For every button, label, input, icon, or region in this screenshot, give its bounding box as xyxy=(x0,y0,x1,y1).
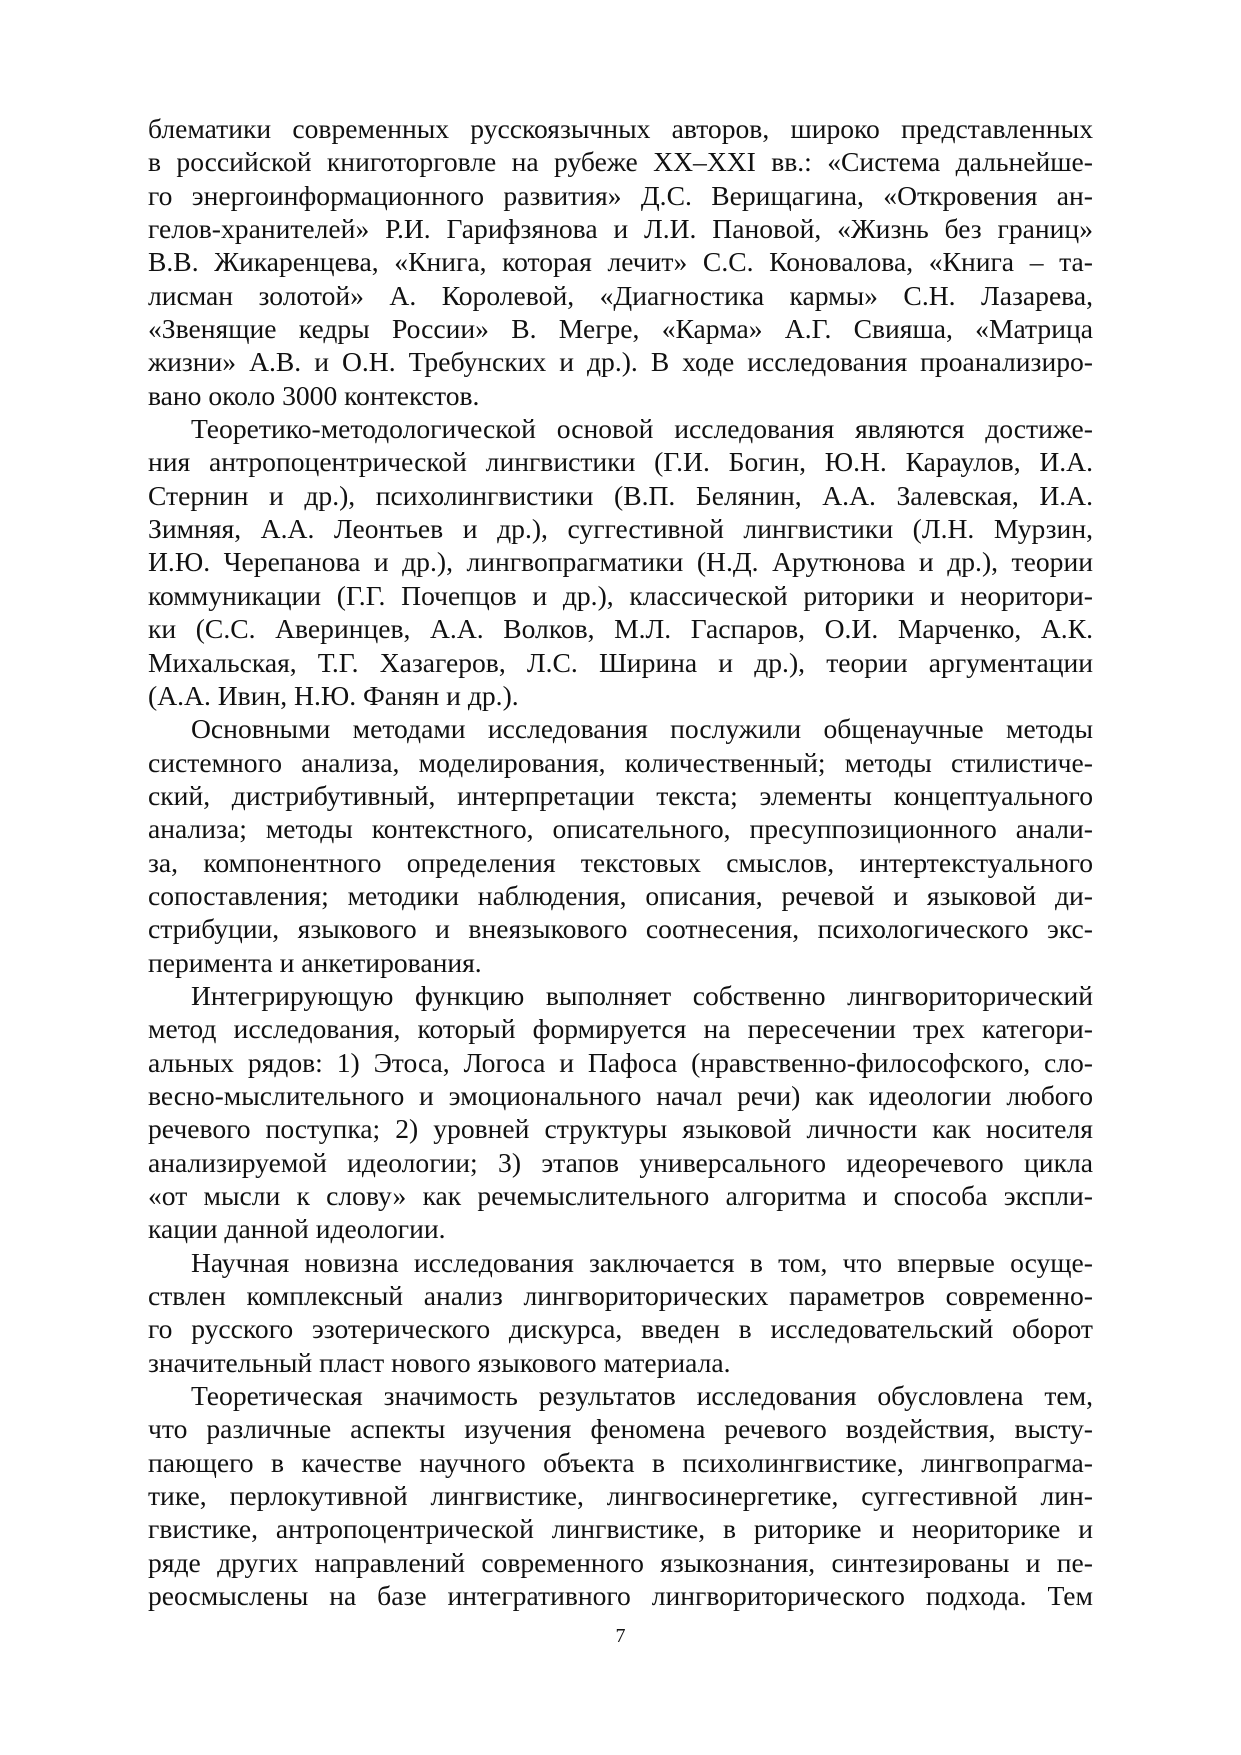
text-line: лисман золотой» А. Королевой, «Диагностика кармы» С.Н. Лазарева, xyxy=(148,279,1093,311)
text-line: ния антропоцентрической лингвистики (Г.И. Богин, Ю.Н. Караулов, И.А. xyxy=(148,446,1093,478)
text-line: в российской книготорговле на рубеже XX–XXI вв.: «Система дальнейше- xyxy=(148,146,1093,178)
paragraph-integrating-method xyxy=(148,979,1093,1246)
text-line: весно-мыслительного и эмоционального начал речи) как идеологии любого xyxy=(148,1079,1093,1111)
text-line: кации данной идеологии. xyxy=(148,1213,446,1245)
text-line: го русского эзотерического дискурса, введен в исследовательский оборот xyxy=(148,1313,1093,1345)
text-line: сопоставления; методики наблюдения, описания, речевой и языковой ди- xyxy=(148,879,1093,911)
page-number: 7 xyxy=(615,1625,626,1647)
text-line: «от мысли к слову» как речемыслительного алгоритма и способа экспли- xyxy=(148,1180,1093,1211)
text-line: стрибуции, языкового и внеязыкового соотнесения, психологического экс- xyxy=(148,913,1093,945)
text-line: пающего в качестве научного объекта в психолингвистике, лингвопрагма- xyxy=(148,1446,1093,1478)
text-line: тике, перлокутивной лингвистике, лингвосинергетике, суггестивной лин- xyxy=(148,1480,1093,1512)
text-line: речевого поступка; 2) уровней структуры языковой личности как носителя xyxy=(148,1113,1093,1145)
text-line: перимента и анкетирования. xyxy=(148,946,482,978)
text-line: Стернин и др.), психолингвистики (В.П. Белянин, А.А. Залевская, И.А. xyxy=(148,479,1093,511)
text-line: ствлен комплексный анализ лингвориторических параметров современно- xyxy=(148,1280,1093,1312)
text-line: го энергоинформационного развития» Д.С. Верищагина, «Откровения ан- xyxy=(148,179,1093,211)
text-line: Теоретическая значимость результатов исследования обусловлена тем, xyxy=(191,1380,1093,1412)
text-line: Зимняя, А.А. Леонтьев и др.), суггестивной лингвистики (Л.Н. Мурзин, xyxy=(148,513,1093,545)
paragraph-methodology xyxy=(148,412,1093,712)
text-line: ский, дистрибутивный, интерпретации текста; элементы концептуального xyxy=(148,779,1093,811)
text-line: «Звенящие кедры России» В. Мегре, «Карма» А.Г. Свияша, «Матрица xyxy=(148,313,1093,345)
text-line: блематики современных русскоязычных авторов, широко представленных xyxy=(148,113,1093,144)
text-line: Теоретико-методологической основой исследования являются достиже- xyxy=(191,413,1093,445)
paragraph-novelty xyxy=(148,1246,1093,1379)
text-line: альных рядов: 1) Этоса, Логоса и Пафоса (нравственно-философского, сло- xyxy=(148,1046,1093,1078)
text-line: Михальская, Т.Г. Хазагеров, Л.С. Ширина и др.), теории аргументации xyxy=(148,646,1093,678)
text-line: метод исследования, который формируется на пересечении трех категори- xyxy=(148,1013,1093,1045)
text-line: реосмыслены на базе интегративного лингвориторического подхода. Тем xyxy=(148,1580,1093,1612)
text-line: Научная новизна исследования заключается в том, что впервые осуще- xyxy=(191,1246,1093,1278)
text-line: коммуникации (Г.Г. Почепцов и др.), классической риторики и неоритори- xyxy=(148,579,1093,611)
paragraph-theoretical-significance xyxy=(148,1379,1093,1612)
text-line: что различные аспекты изучения феномена речевого воздействия, высту- xyxy=(148,1413,1093,1445)
paragraph-sources xyxy=(148,112,1093,412)
text-line: анализируемой идеологии; 3) этапов универсального идеоречевого цикла xyxy=(148,1146,1093,1178)
text-line: за, компонентного определения текстовых смыслов, интертекстуального xyxy=(148,846,1093,878)
text-line: Основными методами исследования послужили общенаучные методы xyxy=(191,713,1093,745)
text-line: системного анализа, моделирования, количественный; методы стилистиче- xyxy=(148,746,1093,778)
text-line: ки (С.С. Аверинцев, А.А. Волков, М.Л. Гаспаров, О.И. Марченко, А.К. xyxy=(148,613,1093,645)
text-line: И.Ю. Черепанова и др.), лингвопрагматики (Н.Д. Арутюнова и др.), теории xyxy=(148,546,1093,578)
paragraph-methods xyxy=(148,712,1093,979)
text-line: гвистике, антропоцентрической лингвистике, в риторике и неориторике и xyxy=(148,1513,1093,1545)
text-line: ряде других направлений современного языкознания, синтезированы и пе- xyxy=(148,1546,1093,1578)
text-line: жизни» А.В. и О.Н. Требунских и др.). В ходе исследования проанализиро- xyxy=(148,346,1093,378)
text-line: Интегрирующую функцию выполняет собственно лингвориторический xyxy=(191,979,1093,1011)
text-line: анализа; методы контекстного, описательного, пресуппозиционного анали- xyxy=(148,813,1093,845)
text-line: вано около 3000 контекстов. xyxy=(148,379,480,411)
text-line: В.В. Жикаренцева, «Книга, которая лечит» С.С. Коновалова, «Книга – та- xyxy=(148,246,1093,278)
text-line: значительный пласт нового языкового материала. xyxy=(148,1346,731,1378)
text-line: гелов-хранителей» Р.И. Гарифзянова и Л.И. Пановой, «Жизнь без границ» xyxy=(148,213,1093,245)
page-body xyxy=(148,112,1093,1612)
text-line: (А.А. Ивин, Н.Ю. Фанян и др.). xyxy=(148,679,519,711)
